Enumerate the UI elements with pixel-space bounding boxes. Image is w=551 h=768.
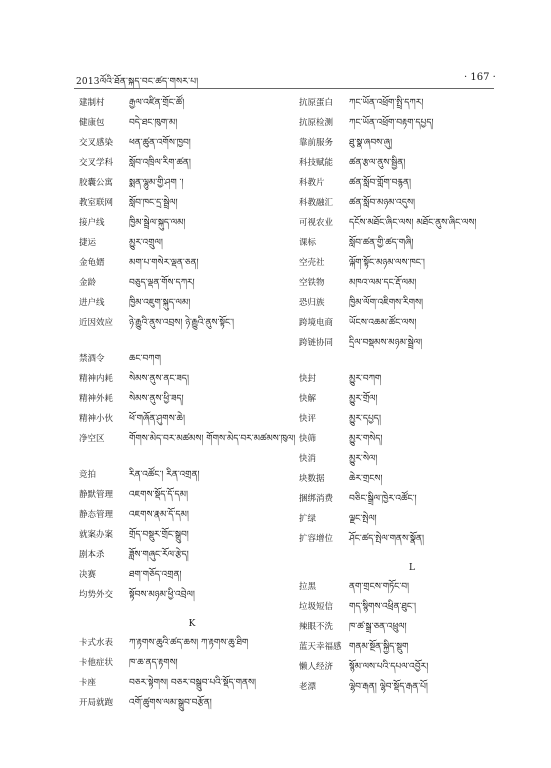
entry-tibetan-translation: བཅུད་ལྡན་གོས་དཀར།	[129, 278, 195, 288]
entry-chinese-term: 就案办案	[79, 530, 114, 540]
glossary-entry	[299, 374, 525, 394]
section-letter-heading: K	[188, 619, 196, 629]
glossary-entry	[79, 678, 305, 698]
entry-chinese-term: 懒人经济	[299, 662, 334, 672]
glossary-entry	[299, 158, 525, 178]
glossary-entry	[299, 98, 525, 118]
glossary-entry	[79, 510, 305, 530]
entry-chinese-term: 辣眼不洗	[299, 622, 334, 632]
entry-chinese-term: 跨链协同	[299, 338, 334, 348]
glossary-entry	[299, 118, 525, 138]
entry-chinese-term: 靠前服务	[299, 138, 334, 148]
glossary-entry	[79, 550, 305, 570]
glossary-entry	[79, 470, 305, 490]
entry-tibetan-translation: སྙོམ་ལས་པའི་དཔལ་འབྱོར།	[349, 662, 429, 672]
entry-chinese-term: 恐归族	[299, 298, 325, 308]
entry-tibetan-translation: མཁའ་ལམ་དང་རྡོ་ལམ།	[349, 278, 417, 288]
entry-tibetan-translation: འགོ་ཚུགས་ལམ་སྒྲུབ་བརྩོན།	[129, 698, 212, 708]
entry-chinese-term: 快评	[299, 414, 317, 424]
glossary-entry	[79, 698, 305, 718]
entry-chinese-term: 建制村	[79, 98, 105, 108]
entry-chinese-term: 近因效应	[79, 318, 114, 328]
entry-tibetan-translation: གད་སྙིགས་འཕྲིན་ཐུང་།	[349, 602, 416, 612]
entry-chinese-term: 均势外交	[79, 590, 114, 600]
entry-tibetan-translation: ཤོང་ཚད་སྤེལ་གནས་སྣོན།	[349, 534, 424, 544]
glossary-entry	[79, 638, 305, 658]
entry-tibetan-translation: གྲོད་བསྡུར་གྲོང་སྒྲུབ།	[129, 530, 189, 540]
entry-chinese-term: 扩绿	[299, 514, 317, 524]
entry-chinese-term: 科教融汇	[299, 198, 334, 208]
entry-chinese-term: 决赛	[79, 570, 97, 580]
entry-chinese-term: 静默管理	[79, 490, 114, 500]
glossary-entry	[299, 682, 525, 702]
glossary-entry	[79, 118, 305, 138]
entry-tibetan-translation: ཆེར་གྲངས།	[349, 474, 383, 484]
glossary-entry	[79, 570, 305, 590]
entry-tibetan-translation: ཚན་སློབ་གློག་བརྙན།	[349, 178, 411, 188]
entry-chinese-term: 交叉学科	[79, 158, 114, 168]
glossary-entry	[79, 318, 305, 354]
entry-chinese-term: 科技赋能	[299, 158, 334, 168]
glossary-entry	[299, 622, 525, 642]
entry-chinese-term: 金龟婿	[79, 258, 105, 268]
glossary-entry	[79, 590, 305, 610]
entry-chinese-term: 科教片	[299, 178, 325, 188]
right-column	[299, 98, 525, 702]
left-column	[79, 98, 305, 718]
entry-chinese-term: 教室联网	[79, 198, 114, 208]
entry-chinese-term: 课标	[299, 238, 317, 248]
glossary-entry	[79, 178, 305, 198]
glossary-entry	[299, 414, 525, 434]
entry-tibetan-translation: རྒྱལ་འཛིན་གྲོང་ཚོ།	[129, 98, 185, 108]
entry-chinese-term: 接户线	[79, 218, 105, 228]
glossary-entry	[299, 662, 525, 682]
entry-chinese-term: 精神小伙	[79, 414, 114, 424]
entry-tibetan-translation: ཡོངས་འཆམ་ཚོང་ལས།	[349, 318, 417, 328]
entry-tibetan-translation: མྱུར་གྲོལ།	[349, 394, 378, 404]
entry-tibetan-translation: ཁྱིམ་འཇུག་སྐུད་ལམ།	[129, 298, 191, 308]
glossary-entry	[79, 530, 305, 550]
entry-tibetan-translation: ཐུ་སྣ་ཞབས་ཞུ།	[349, 138, 393, 148]
entry-chinese-term: 垃圾短信	[299, 602, 334, 612]
entry-tibetan-translation: སྟོབས་མཉམ་ཕྱི་འབྲེལ།	[129, 590, 195, 600]
entry-tibetan-translation: ཁ་ཚ་སྒྲ་ཅན་འཕྲུལ།	[349, 622, 407, 632]
entry-tibetan-translation: ཀང་ཡོན་འཕྲོག་སྤྲི་དཀར།	[349, 98, 424, 108]
entry-tibetan-translation: ཕོ་གཞོན་ཤུགས་ཆེ།	[129, 414, 185, 424]
entry-chinese-term: 快消	[299, 454, 317, 464]
entry-tibetan-translation: མྱུར་གསེད།	[349, 434, 383, 444]
glossary-entry	[299, 582, 525, 602]
entry-chinese-term: 快解	[299, 394, 317, 404]
entry-tibetan-translation: ཀང་ཡོན་འཕྲོག་བརྟག་དཔྱད།	[349, 118, 434, 128]
entry-tibetan-translation: ཁྱིམ་ལོག་འཇིགས་རིགས།	[349, 298, 424, 308]
entry-tibetan-translation: བཅར་སྟེགས། བཅར་བསྒྲུབ་པའི་སྡོད་གནས།	[129, 678, 257, 688]
entry-tibetan-translation: ཁྱིམ་སྦྲེལ་སྐུད་ལམ།	[129, 218, 186, 228]
entry-tibetan-translation: ལྐོག་སྟོང་མཉམ་ལས་ཁང་།	[349, 258, 425, 268]
glossary-entry	[79, 198, 305, 218]
entry-chinese-term: 卡式水表	[79, 638, 114, 648]
entry-tibetan-translation: ཚན་སློབ་མཉམ་འདུས།	[349, 198, 416, 208]
glossary-entry	[299, 474, 525, 494]
entry-chinese-term: 禁酒令	[79, 354, 105, 364]
entry-chinese-term: 净空区	[79, 434, 105, 444]
entry-chinese-term: 抗原检测	[299, 118, 334, 128]
section-letter-heading: L	[409, 563, 415, 573]
entry-chinese-term: 进户线	[79, 298, 105, 308]
entry-tibetan-translation: མྱུར་འགྲུལ།	[129, 238, 163, 248]
entry-chinese-term: 蓝天幸福感	[299, 642, 342, 652]
glossary-entry	[299, 434, 525, 454]
entry-chinese-term: 老漂	[299, 682, 317, 692]
glossary-entry	[299, 494, 525, 514]
glossary-entry	[299, 198, 525, 218]
entry-tibetan-translation: ཚན་རྩལ་ནུས་སྦྱིན།	[349, 158, 406, 168]
entry-chinese-term: 抗原蛋白	[299, 98, 334, 108]
entry-chinese-term: 胶囊公寓	[79, 178, 114, 188]
entry-tibetan-translation: འཇགས་རྣམ་དོ་དམ།	[129, 510, 189, 520]
entry-chinese-term: 剧本杀	[79, 550, 105, 560]
glossary-entry	[79, 238, 305, 258]
entry-chinese-term: 交叉感染	[79, 138, 114, 148]
glossary-entry	[299, 298, 525, 318]
glossary-entry	[299, 258, 525, 278]
entry-tibetan-translation: རིན་འཚོང་། རིན་འགྲན།	[129, 470, 200, 480]
glossary-entry	[79, 298, 305, 318]
page-number: · 167 ·	[464, 72, 496, 83]
entry-tibetan-translation: མྱུར་སེལ།	[349, 454, 378, 464]
entry-chinese-term: 捷运	[79, 238, 97, 248]
entry-chinese-term: 卡他症状	[79, 658, 114, 668]
entry-tibetan-translation: བཅིང་སྒྲིལ་ཁྱེར་འཚོང་།	[349, 494, 417, 504]
entry-tibetan-translation: དངོས་མཐོང་ཞིང་ལས། མཐོང་ནུས་ཞིང་ལས།	[349, 218, 477, 228]
entry-tibetan-translation: སེམས་ནུས་ནང་ཟད།	[129, 374, 190, 384]
glossary-entry	[299, 642, 525, 662]
glossary-entry	[299, 454, 525, 474]
entry-tibetan-translation: མག་པ་གསེར་ལྡན་ཅན།	[129, 258, 199, 268]
glossary-entry	[299, 338, 525, 374]
entry-tibetan-translation: ཁ་ཆ་ནད་རྟགས།	[129, 658, 178, 668]
entry-chinese-term: 卡座	[79, 678, 97, 688]
entry-chinese-term: 竞拍	[79, 470, 97, 480]
glossary-entry	[79, 258, 305, 278]
entry-chinese-term: 金龄	[79, 278, 97, 288]
entry-chinese-term: 跨境电商	[299, 318, 334, 328]
entry-tibetan-translation: ཕན་ཚུན་འགོས་ཁྱབ།	[129, 138, 191, 148]
glossary-entry	[79, 138, 305, 158]
glossary-entry	[79, 218, 305, 238]
entry-tibetan-translation: སྨན་ལྷུམ་གྱི་ཤག ་།	[129, 178, 184, 188]
header-rule	[74, 88, 494, 89]
entry-tibetan-translation: མྱུར་བཀག	[349, 374, 382, 384]
entry-tibetan-translation: ཀ་རྟགས་ཆུའི་ཚད་ཆས། ཀ་རྟགས་ཆུ་ཐིག	[129, 638, 249, 648]
entry-tibetan-translation: འཇགས་སྡོད་དོ་དམ།	[129, 490, 188, 500]
glossary-entry	[299, 514, 525, 534]
entry-chinese-term: 扩容增位	[299, 534, 334, 544]
running-title: 2013ལོའི་ཐོན་སྐད་བང་ཚད་གསར་པ།	[76, 77, 199, 87]
glossary-entry	[299, 394, 525, 414]
glossary-entry	[79, 158, 305, 178]
entry-tibetan-translation: ཟློས་གཞུང་རོལ་རྩེད།	[129, 550, 189, 560]
glossary-entry	[79, 414, 305, 434]
glossary-entry	[299, 534, 525, 554]
glossary-entry	[299, 218, 525, 238]
entry-tibetan-translation: སེམས་ནུས་ཕྱི་ཟད།	[129, 394, 184, 404]
glossary-entry	[79, 394, 305, 414]
entry-tibetan-translation: སློབ་ཁང་དྲ་སྦྲེལ།	[129, 198, 178, 208]
entry-tibetan-translation: ནག་གྲངས་གཏོང་བ།	[349, 582, 410, 592]
entry-chinese-term: 拉黑	[299, 582, 317, 592]
glossary-entry	[79, 98, 305, 118]
entry-tibetan-translation: སློབ་ཚན་གྱི་ཚད་གཞི།	[349, 238, 414, 248]
glossary-entry	[79, 434, 305, 470]
entry-tibetan-translation: ལྗང་སྤེལ།	[349, 514, 377, 524]
glossary-entry	[299, 318, 525, 338]
glossary-entry	[79, 374, 305, 394]
entry-chinese-term: 快封	[299, 374, 317, 384]
glossary-entry	[299, 278, 525, 298]
glossary-entry	[79, 278, 305, 298]
entry-chinese-term: 静态管理	[79, 510, 114, 520]
entry-tibetan-translation: ཐག་གཅོད་འགྲན།	[129, 570, 182, 580]
glossary-entry	[79, 490, 305, 510]
entry-tibetan-translation: སློབ་འཁྲིལ་རིག་ཚན།	[129, 158, 191, 168]
entry-chinese-term: 精神内耗	[79, 374, 114, 384]
glossary-entry	[299, 178, 525, 198]
entry-chinese-term: 可视农业	[299, 218, 334, 228]
entry-chinese-term: 捆绑消费	[299, 494, 334, 504]
entry-tibetan-translation: བདེ་ཐང་ཁུག་མ།	[129, 118, 178, 128]
entry-tibetan-translation: ཉེ་རྒྱུའི་ནུས་འབྲས། ཉེ་རྒྱུའི་ནུས་སྟོང་།	[129, 318, 235, 328]
glossary-entry	[299, 238, 525, 258]
entry-tibetan-translation: ལྷེབ་རྒན། ལྷེབ་སྡོད་རྒན་པོ།	[349, 682, 428, 692]
entry-chinese-term: 快筛	[299, 434, 317, 444]
entry-tibetan-translation: ཆང་བཀག	[129, 354, 161, 364]
glossary-entry	[299, 602, 525, 622]
entry-tibetan-translation: གོགས་མེད་བར་མཚམས། གོགས་མེད་བར་མཚམས་ཁུལ།	[129, 434, 296, 444]
glossary-entry	[299, 138, 525, 158]
entry-chinese-term: 开局就跑	[79, 698, 114, 708]
entry-chinese-term: 健康包	[79, 118, 105, 128]
entry-chinese-term: 精神外耗	[79, 394, 114, 404]
entry-chinese-term: 块数据	[299, 474, 325, 484]
glossary-entry	[79, 354, 305, 374]
glossary-entry	[79, 658, 305, 678]
entry-tibetan-translation: གནམ་སྔོན་སྐྱིད་སྡུག	[349, 642, 409, 652]
entry-chinese-term: 空壳社	[299, 258, 325, 268]
entry-tibetan-translation: མྱུར་དཔྱད།	[349, 414, 382, 424]
entry-chinese-term: 空铁物	[299, 278, 325, 288]
entry-tibetan-translation: དྲིལ་བསྡམས་མཉམ་སྦྲེལ།	[349, 338, 423, 348]
